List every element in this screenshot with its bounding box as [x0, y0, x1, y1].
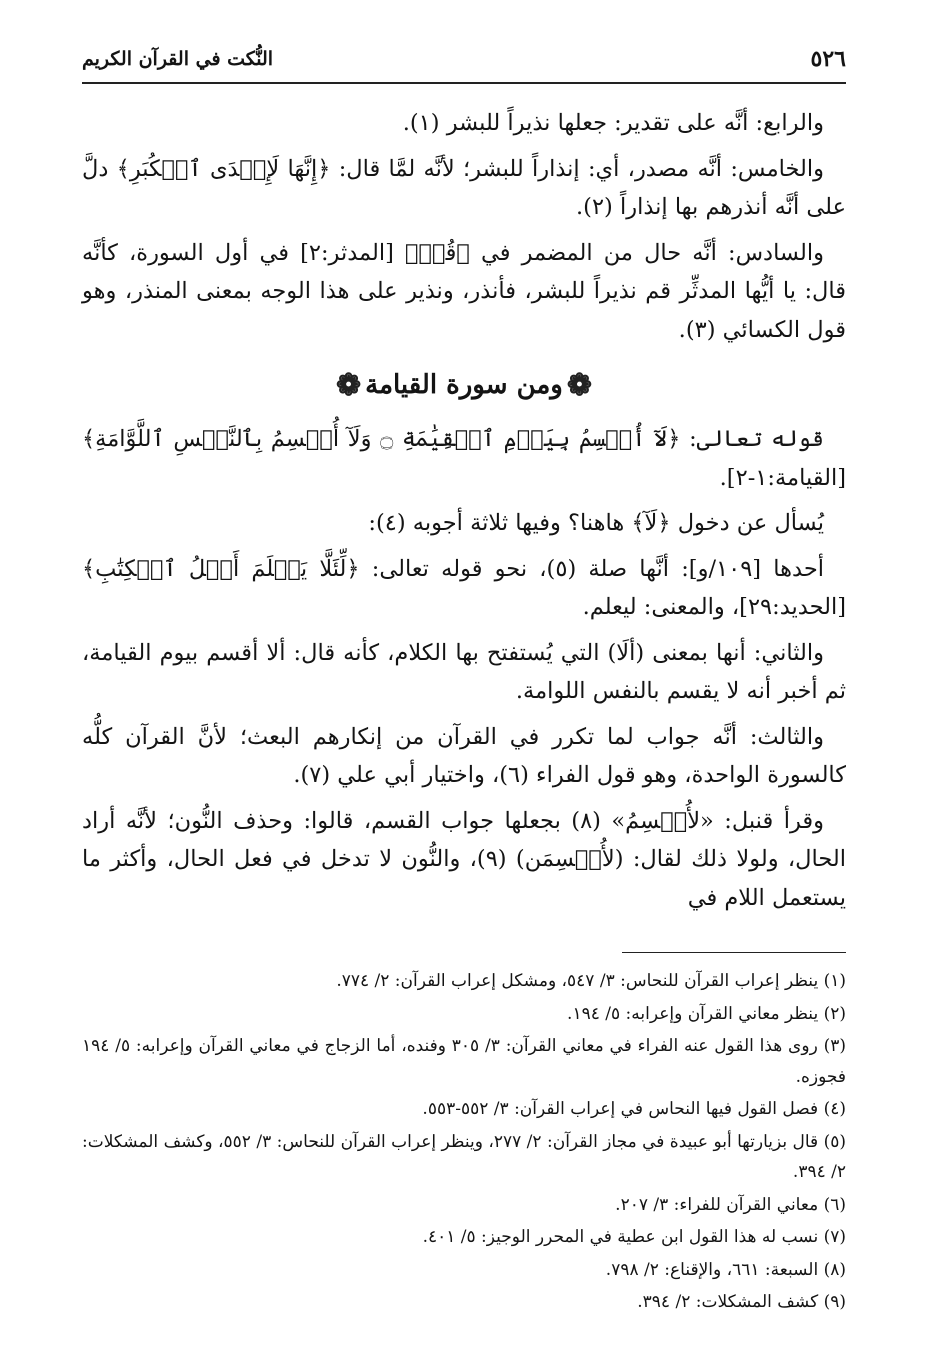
paragraph-answer-two: والثاني: أنها بمعنى (ألَا) التي يُستفتح بها الكلام، كأنه قال: ألا أقسم بيوم القيامة، ثم أخبر أنه لا يقسم بالنفس اللوامة. [82, 639, 846, 704]
paragraph-answer-three: والثالث: أنَّه جواب لما تكرر في القرآن من إنكارهم البعث؛ لأنَّ القرآن كلُّه كالسورة الواحدة، وهو قول الفراء (٦)، واختيار أبي علي (٧). [82, 723, 846, 788]
paragraph-answer-one: أحدها [١٠٩/و]: أنَّها صلة (٥)، نحو قوله تعالى: ﴿لِّئَلَّا يَعۡلَمَ أَهۡلُ ٱلۡكِتَٰبِ﴾ [الحديد:٢٩]، والمعنى: ليعلم. [82, 555, 846, 620]
section-title: ومن سورة القيامة [365, 370, 563, 400]
section-heading [82, 365, 846, 406]
page-number: ٥٢٦ [810, 46, 846, 72]
footnote: (٧) نسب له هذا القول ابن عطية في المحرر الوجيز: ٥/ ٤٠١. [422, 1227, 846, 1247]
ornament-right-icon: ❁ [566, 368, 592, 403]
footnote: (٦) معاني القرآن للفراء: ٣/ ٢٠٧. [615, 1194, 846, 1215]
footnote: (٣) روى هذا القول عنه الفراء في معاني القرآن: ٣/ ٣٠٥ وفنده، أما الزجاج في معاني القرآن وإعرابه: ٥/ ١٩٤ فجوزه. [82, 1036, 847, 1087]
footnote: (٩) كشف المشكلات: ٢/ ٣٩٤. [637, 1292, 846, 1312]
paragraph-sixth: والسادس: أنَّه حال من المضمر في ﴿قُمۡ﴾ [المدثر:٢] في أول السورة، كأنَّه قال: يا أيُّها المدثِّر قم نذيراً للبشر، فأنذر، ونذير على هذا الوجه بمعنى المنذر، وهو قول الكسائي (٣). [82, 239, 846, 343]
footnote: (١) ينظر إعراب القرآن للنحاس: ٣/ ٥٤٧، ومشكل إعراب القرآن: ٢/ ٧٧٤. [336, 971, 846, 991]
paragraph-verse: قوله تعالى: ﴿لَآ أُقۡسِمُ بِيَوۡمِ ٱلۡقِيَٰمَةِ ۝ وَلَآ أُقۡسِمُ بِٱلنَّفۡسِ ٱللَّوَّامَةِ﴾ [القيامة:١-٢]. [82, 426, 846, 491]
ornament-left-icon: ❁ [336, 368, 362, 403]
book-title: النُّكت في القرآن الكريم [82, 48, 274, 70]
footnote: (٢) ينظر معاني القرآن وإعرابه: ٥/ ١٩٤. [567, 1003, 846, 1024]
running-header [82, 42, 846, 84]
footnote: (٤) فصل القول فيها النحاس في إعراب القرآن: ٣/ ٥٥٢-٥٥٣. [422, 1099, 846, 1119]
paragraph-qunbul: وقرأ قنبل: «لأُقۡسِمُ» (٨) بجعلها جواب القسم، قالوا: وحذف النُّون؛ لأنَّه أراد الحال، ولولا ذلك لقال: (لأُقۡسِمَن) (٩)، والنُّون لا تدخل في فعل الحال، وأكثر ما يستعمل اللام في [82, 807, 846, 911]
paragraph-question: يُسأل عن دخول ﴿لَآ﴾ هاهنا؟ وفيها ثلاثة أجوبه (٤): [368, 510, 824, 536]
footnote: (٨) السبعة: ٦٦١، والإقناع: ٢/ ٧٩٨. [605, 1259, 846, 1280]
footnotes [82, 966, 846, 1320]
paragraph-fourth: والرابع: أنَّه على تقدير: جعلها نذيراً للبشر (١). [402, 110, 824, 136]
footnote: (٥) قال بزيارتها أبو عبيدة في مجاز القرآن: ٢/ ٢٧٧، وينظر إعراب القرآن للنحاس: ٣/ ٥٥٢، وكشف المشكلات: ٢/ ٣٩٤. [82, 1131, 846, 1182]
paragraph-fifth: والخامس: أنَّه مصدر، أي: إنذاراً للبشر؛ لأنَّه لمَّا قال: ﴿إِنَّهَا لَإِحۡدَى ٱلۡكُبَرِ﴾ دلَّ على أنَّه أنذرهم بها إنذاراً (٢). [82, 155, 846, 220]
footnotes-divider [622, 952, 846, 953]
main-text [82, 104, 846, 924]
